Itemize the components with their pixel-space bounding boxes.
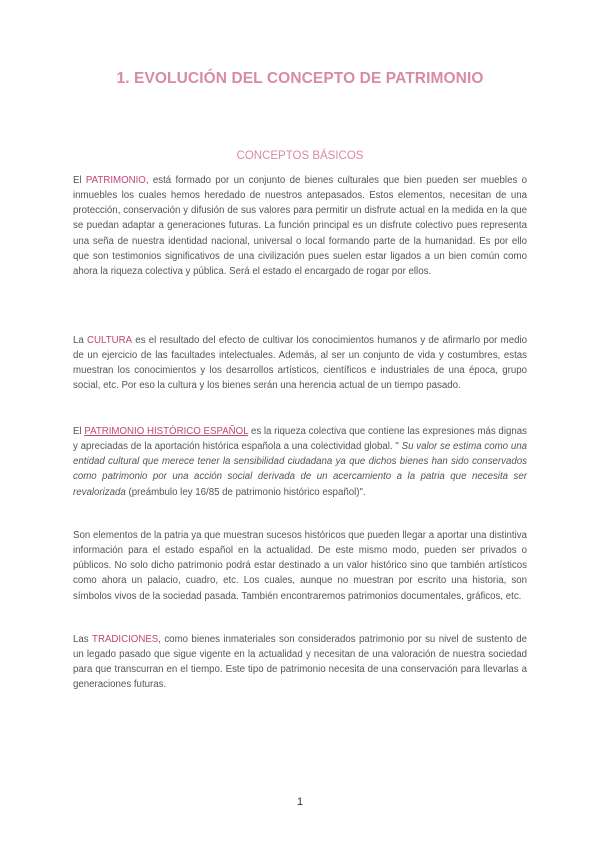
keyword-tradiciones: TRADICIONES [92, 633, 159, 645]
paragraph-lead: El [73, 425, 85, 437]
keyword-patrimonio: PATRIMONIO [85, 174, 146, 186]
keyword-cultura: CULTURA [87, 334, 133, 346]
paragraph-patrimonio [73, 173, 527, 279]
page-title: 1. EVOLUCIÓN DEL CONCEPTO DE PATRIMONIO [116, 70, 484, 87]
paragraph-text: , como bienes inmateriales son considerados patrimonio por su nivel de sustento de un legado pasado que sigue vigente en la actualidad y necesitan de una valoración de nuestra sociedad para que transcurran en el tiempo. Este tipo de patrimonio necesita de una conservación para llevarlas a generaciones futuras. [73, 633, 527, 691]
paragraph-text: es la riqueza colectiva que contiene las expresiones más dignas y apreciadas de la aportación histórica española a una colectividad global. " [73, 425, 527, 452]
paragraph-lead: Las [73, 633, 93, 645]
paragraph-text: es el resultado del efecto de cultivar los conocimientos humanos y de afirmarlo por medio de un ejercicio de las facultades intelectuales. Además, al ser un conjunto de vida y costumbres, estas muestran los conocimientos y los desarrollos artísticos, científicos e industriales de una época, grupo social, etc. Por eso la cultura y los bienes serán una herencia actual de un tiempo pasado. [73, 334, 528, 392]
citation: (preámbulo ley 16/85 de patrimonio histórico español)". [125, 486, 366, 498]
paragraph-text: Son elementos de la patria ya que muestran sucesos históricos que pueden llegar a aportar una distintiva información para el estado español en la actualidad. De este mismo modo, pueden ser privados o públicos. No solo dicho patrimonio podrá estar destinado a un valor histórico sino que también artísticos como ahora un palacio, cuadro, etc. Los cuales, aunque no muestran por escrito una historia, son símbolos vivos de la sociedad pasada. También encontraremos patrimonios documentales, gráficos, etc. [73, 529, 527, 602]
page-number: 1 [296, 796, 304, 808]
keyword-patrimonio-historico: PATRIMONIO HISTÓRICO ESPAÑOL [84, 425, 249, 437]
paragraph-text: , está formado por un conjunto de bienes culturales que bien pueden ser muebles o inmuebles los cuales hemos heredado de nuestros antepasados. Estos elementos, necesitan de una protección, conservación y difusión de sus valores para permitir un disfrute actual en la medida en la que se puedan adaptar a generaciones futuras. La función principal es un disfrute colectivo pues representa una seña de nuestra identidad nacional, universal o local formando parte de la humanidad. Es por ello que son testimonios significativos de una civilización pues suelen estar ligados a un bien común como ahora la riqueza colectiva y pública. Será el estado el encargado de rogar por ellos. [73, 174, 527, 277]
legal-quote: Su valor se estima como una entidad cultural que merece tener la sensibilidad ciudadana ya que dichos bienes han sido conservados como patrimonio por una acción social derivada de un acercamiento a la patria que necesita ser revalorizada [73, 440, 527, 498]
paragraph-cultura [73, 333, 527, 394]
paragraph-patrimonio-historico [73, 424, 527, 500]
paragraph-tradiciones [73, 632, 527, 693]
paragraph-elementos [73, 528, 527, 604]
paragraph-lead: La [73, 334, 88, 346]
paragraph-lead: El [73, 174, 86, 186]
section-subtitle: CONCEPTOS BÁSICOS [236, 150, 364, 162]
